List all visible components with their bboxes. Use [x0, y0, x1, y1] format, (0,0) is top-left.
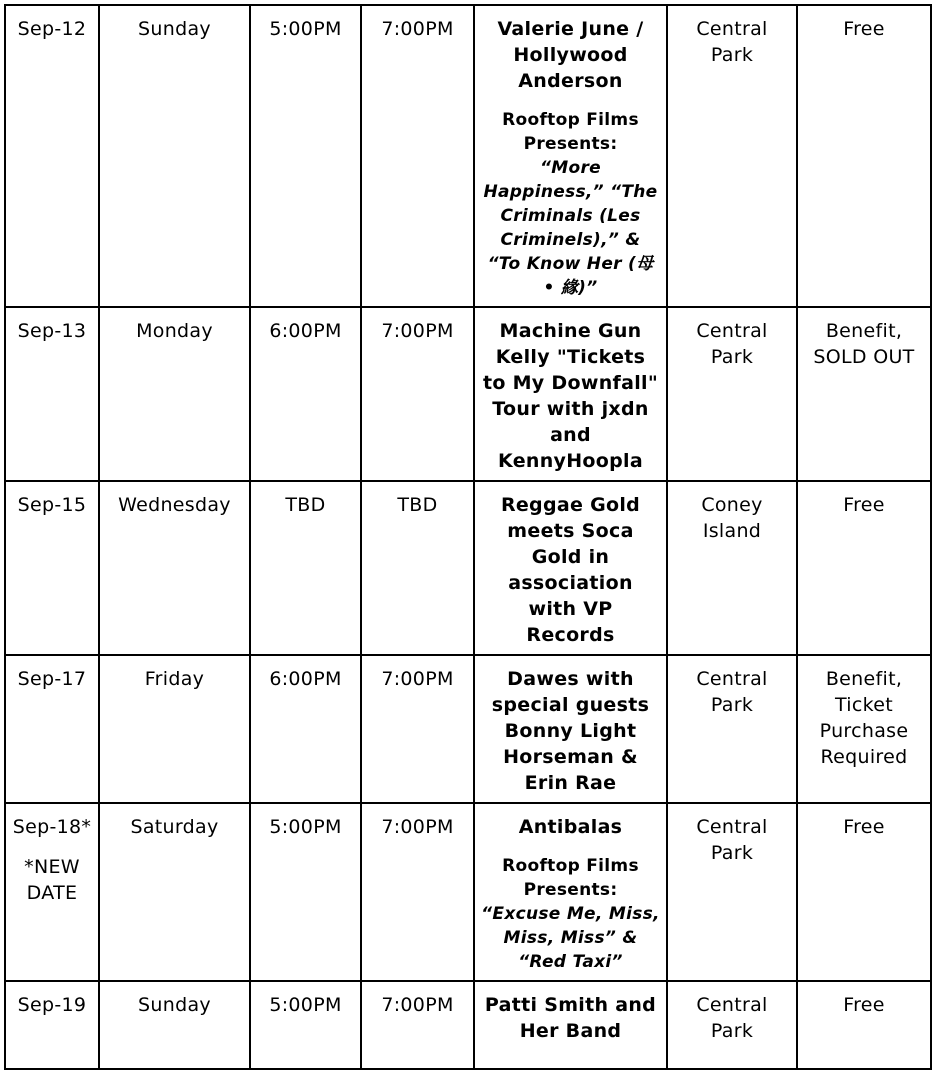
film-list: “More Happiness,” “The Criminals (Les Criminels),” & “To Know Her (母 • 緣)” [483, 158, 658, 298]
day-cell: Wednesday [99, 481, 250, 655]
event-cell [474, 307, 667, 481]
table-row [5, 481, 931, 655]
day-cell: Friday [99, 655, 250, 803]
event-cell [474, 981, 667, 1069]
date-cell [5, 803, 99, 981]
show-time-cell: 7:00PM [361, 981, 474, 1069]
table-row [5, 803, 931, 981]
location-cell: Central Park [667, 655, 797, 803]
date-cell: Sep-19 [5, 981, 99, 1069]
event-cell [474, 5, 667, 307]
show-time-cell: 7:00PM [361, 307, 474, 481]
event-cell [474, 655, 667, 803]
doors-time-cell: 5:00PM [250, 803, 361, 981]
date-cell: Sep-15 [5, 481, 99, 655]
date-cell: Sep-13 [5, 307, 99, 481]
doors-time-cell: 6:00PM [250, 655, 361, 803]
day-cell: Sunday [99, 5, 250, 307]
event-title: Antibalas [518, 816, 623, 838]
event-cell [474, 481, 667, 655]
event-title: Dawes with special guests Bonny Light Horseman & Erin Rae [491, 668, 650, 794]
location-cell: Coney Island [667, 481, 797, 655]
date-cell: Sep-17 [5, 655, 99, 803]
price-cell: Free [797, 803, 931, 981]
doors-time-cell: 5:00PM [250, 981, 361, 1069]
table-row [5, 655, 931, 803]
doors-time-cell: 5:00PM [250, 5, 361, 307]
location-cell: Central Park [667, 307, 797, 481]
event-cell [474, 803, 667, 981]
show-time-cell: 7:00PM [361, 803, 474, 981]
show-time-cell: 7:00PM [361, 5, 474, 307]
event-date: Sep-18* [12, 816, 92, 838]
show-time-cell: 7:00PM [361, 655, 474, 803]
event-title: Patti Smith and Her Band [484, 994, 657, 1042]
show-time-cell: TBD [361, 481, 474, 655]
table-row [5, 981, 931, 1069]
table-row [5, 307, 931, 481]
doors-time-cell: 6:00PM [250, 307, 361, 481]
day-cell: Saturday [99, 803, 250, 981]
rooftop-films-label: Rooftop Films Presents: [502, 110, 639, 154]
location-cell: Central Park [667, 803, 797, 981]
location-cell: Central Park [667, 981, 797, 1069]
event-title: Valerie June / Hollywood Anderson [497, 18, 644, 92]
new-date-note: *NEW DATE [24, 856, 80, 904]
day-cell: Sunday [99, 981, 250, 1069]
price-cell: Free [797, 981, 931, 1069]
film-list: “Excuse Me, Miss, Miss, Miss” & “Red Taxi” [481, 904, 660, 972]
rooftop-films-label: Rooftop Films Presents: [502, 856, 639, 900]
doors-time-cell: TBD [250, 481, 361, 655]
location-cell: Central Park [667, 5, 797, 307]
price-cell: Benefit, Ticket Purchase Required [797, 655, 931, 803]
date-cell: Sep-12 [5, 5, 99, 307]
price-cell: Benefit, SOLD OUT [797, 307, 931, 481]
price-cell: Free [797, 5, 931, 307]
day-cell: Monday [99, 307, 250, 481]
event-title: Reggae Gold meets Soca Gold in association with VP Records [500, 494, 641, 646]
price-cell: Free [797, 481, 931, 655]
event-title: Machine Gun Kelly "Tickets to My Downfall" Tour with jxdn and KennyHoopla [482, 320, 659, 472]
event-schedule-table [4, 4, 932, 1070]
table-row [5, 5, 931, 307]
